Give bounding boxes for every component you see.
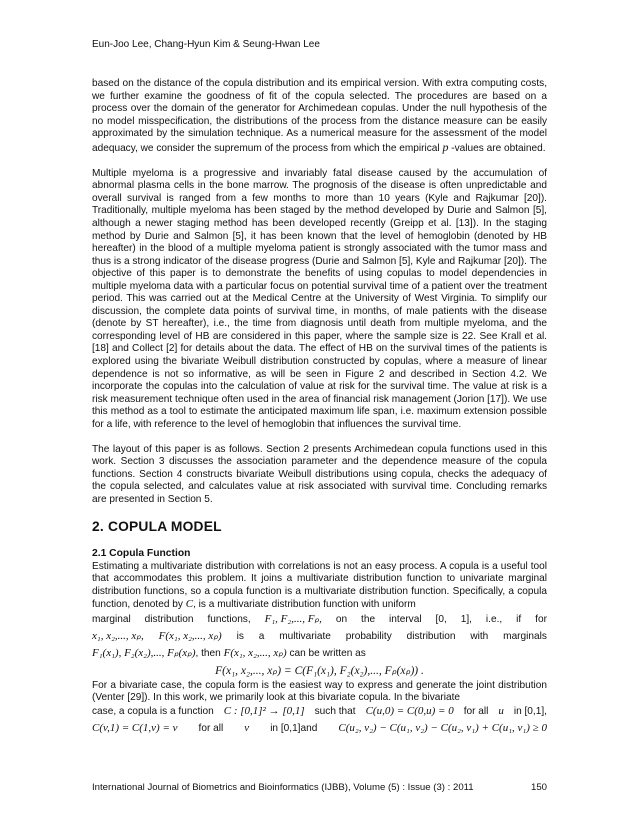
- then-line: [92, 646, 547, 663]
- joint-distribution-math: F(x₁, x₂,..., xₚ): [158, 629, 222, 642]
- page-number: 150: [530, 782, 547, 793]
- bivariate-paragraph: For a bivariate case, the copula form is the easiest way to express and generate the joint distribution (Venter [29]). In this work, we primarily look at this bivariate copula. In the bivariate: [92, 679, 547, 704]
- word: probability: [345, 630, 392, 642]
- copula-symbol: C: [185, 598, 194, 611]
- text-run: in [0,1]and: [270, 722, 318, 734]
- word: functions,: [207, 613, 251, 625]
- copula-map-math: C : [0,1]² → [0,1]: [223, 704, 305, 717]
- paragraph-1: [92, 78, 547, 155]
- journal-citation: International Journal of Biometrics and Bioinformatics (IJBB), Volume (5) : Issue (3) : 2011: [92, 782, 474, 793]
- marginals-math: F₁(x₁), F₂(x₂),..., Fₚ(xₚ): [92, 646, 196, 659]
- word: if: [516, 613, 522, 625]
- word: on: [335, 613, 348, 625]
- boundary-zero-math: C(u,0) = C(0,u) = 0: [365, 704, 454, 717]
- copula-definition-line: [92, 705, 547, 722]
- word: i.e.,: [485, 613, 503, 625]
- word: 1],: [460, 613, 472, 625]
- word: a: [258, 630, 265, 642]
- joint-f-math: F(x₁, x₂,..., xₚ): [223, 646, 287, 659]
- word: is: [236, 630, 244, 642]
- copula-function-subsection: [92, 548, 547, 739]
- word: with: [470, 630, 489, 642]
- word: [0,: [435, 613, 447, 625]
- running-header: Eun-Joo Lee, Chang-Hyun Kim & Seung-Hwan Lee: [92, 39, 320, 50]
- written-as-text: can be written as: [289, 647, 366, 659]
- word: multivariate: [279, 630, 331, 642]
- word: interval: [389, 613, 422, 625]
- word: marginals: [503, 630, 547, 642]
- text-run: such that: [314, 705, 356, 717]
- text-run: case, a copula is a function: [92, 705, 214, 717]
- paragraph-3: The layout of this paper is as follows. Section 2 presents Archimedean copula functions used in this work. Section 3 discusses the association parameter and the dependence measure of the copula functions. Section 4 constructs bivariate Weibull distributions using copula, checks the adequacy of the copula selected, and calculates value at risk associated with survival time. Concluding remarks are presented in Section 5.: [92, 443, 547, 505]
- subsection-text-tail: , is a multivariate distribution function with uniform: [193, 599, 416, 611]
- text-run: for all: [463, 705, 489, 717]
- word: distribution: [406, 630, 456, 642]
- page-footer: [92, 782, 547, 793]
- variables-math: x₁, x₂,..., xₚ,: [92, 629, 144, 642]
- paragraph-2: Multiple myeloma is a progressive and invariably fatal disease caused by the accumulation of abnormal plasma cells in the bone marrow. The prognosis of the disease is often unpredictable and overall survival is ranged from a few months to more than 10 years (Kyle and Rajkumar [20]). Traditionally, multiple myeloma has been staged by the method developed by Durie and Salmon [5], although a newer staging method has been developed recently (Greipp et al. [13]). In the staging method by Durie and Salmon [5], it has been known that the level of hemoglobin (denoted by HB hereafter) in the blood of a multiple myeloma patient is strongly associated with the tumor mass and thus is a strong indicator of the disease progress (Durie and Salmon [5], Kyle and Rajkumar [20]). The objective of this paper is to demonstrate the benefits of using copulas to model dependencies in multiple myeloma data with a particular focus on potential survival time of a patient over the treatment period. This was carried out at the Medical Centre at the University of West Virginia. To simplify our discussion, the complete data points of survival time, in months, of male patients with the disease (denote by ST hereafter), i.e., the time from diagnosis until death from multiple myeloma, and the corresponding level of HB are considered in this paper, where the sample size is 22. See Krall et al. [18] and Collect [2] for details about the data. The effect of HB on the survival times of the patients is explored using the bivariate Weibull distribution constructed by copulas, where a measure of linear dependence is not so informative, as will be seen in Figure 2 and described in Section 4.2. We incorporate the copulas into the calculation of value at risk for the survival time. The value at risk is a risk measurement technique often used in the area of financial risk management (Jorion [17]). We use this method as a tool to estimate the anticipated maximum life span, i.e. maximum extension possible for a life, with reference to the level of hemoglobin that influences the survival time.: [92, 167, 547, 430]
- word: distribution: [144, 613, 194, 625]
- v-symbol: v: [244, 721, 250, 734]
- word: marginal: [92, 613, 131, 625]
- p-symbol: p: [442, 139, 449, 154]
- paragraph-1-text: based on the distance of the copula distribution and its empirical version. With extra computing costs, we further examine the goodness of fit of the copula selected. The procedures are based on a process over the domain of the generator for Archimedean copulas. Under the null hypothesis of the no model misspecification, the distributions of the process from the distance measure can be easily approximated by the simulation technique. As a numerical measure for the assessment of the model adequacy, we consider the supremum of the process from which the empirical: [92, 78, 547, 154]
- then-word: , then: [195, 647, 221, 659]
- copula-conditions-line: [92, 722, 547, 739]
- text-run: for all: [198, 722, 224, 734]
- word: for: [535, 613, 547, 625]
- marginal-functions-math: F₁, F₂,..., Fₚ,: [264, 612, 322, 625]
- multivariate-line: [92, 629, 547, 646]
- marginals-line: [92, 612, 547, 629]
- rectangle-inequality-math: C(u₂, v₂) − C(u₁, v₂) − C(u₂, v₁) + C(u₁, v₁) ≥ 0: [338, 721, 547, 734]
- word: the: [361, 613, 376, 625]
- page-body: [92, 78, 547, 739]
- u-symbol: u: [498, 704, 504, 717]
- boundary-one-math: C(v,1) = C(1,v) = v: [92, 721, 178, 734]
- text-run: in [0,1],: [513, 705, 547, 717]
- subsection-heading: 2.1 Copula Function: [92, 548, 191, 559]
- paragraph-1-tail: -values are obtained.: [448, 142, 546, 154]
- sklar-equation: F(x₁, x₂,..., xₚ) = C(F₁(x₁), F₂(x₂),..., Fₚ(xₚ)) .: [215, 664, 424, 677]
- subsection-text: Estimating a multivariate distribution with correlations is not an easy process. A copula is a useful tool that accommodates this problem. It joins a multivariate distribution function to univariate marginal distribution functions, so a copula function is a multivariate distribution function. Specifically, a copula function, denoted by: [92, 560, 547, 611]
- section-heading: 2. COPULA MODEL: [92, 519, 222, 534]
- subsection-paragraph: [92, 561, 547, 612]
